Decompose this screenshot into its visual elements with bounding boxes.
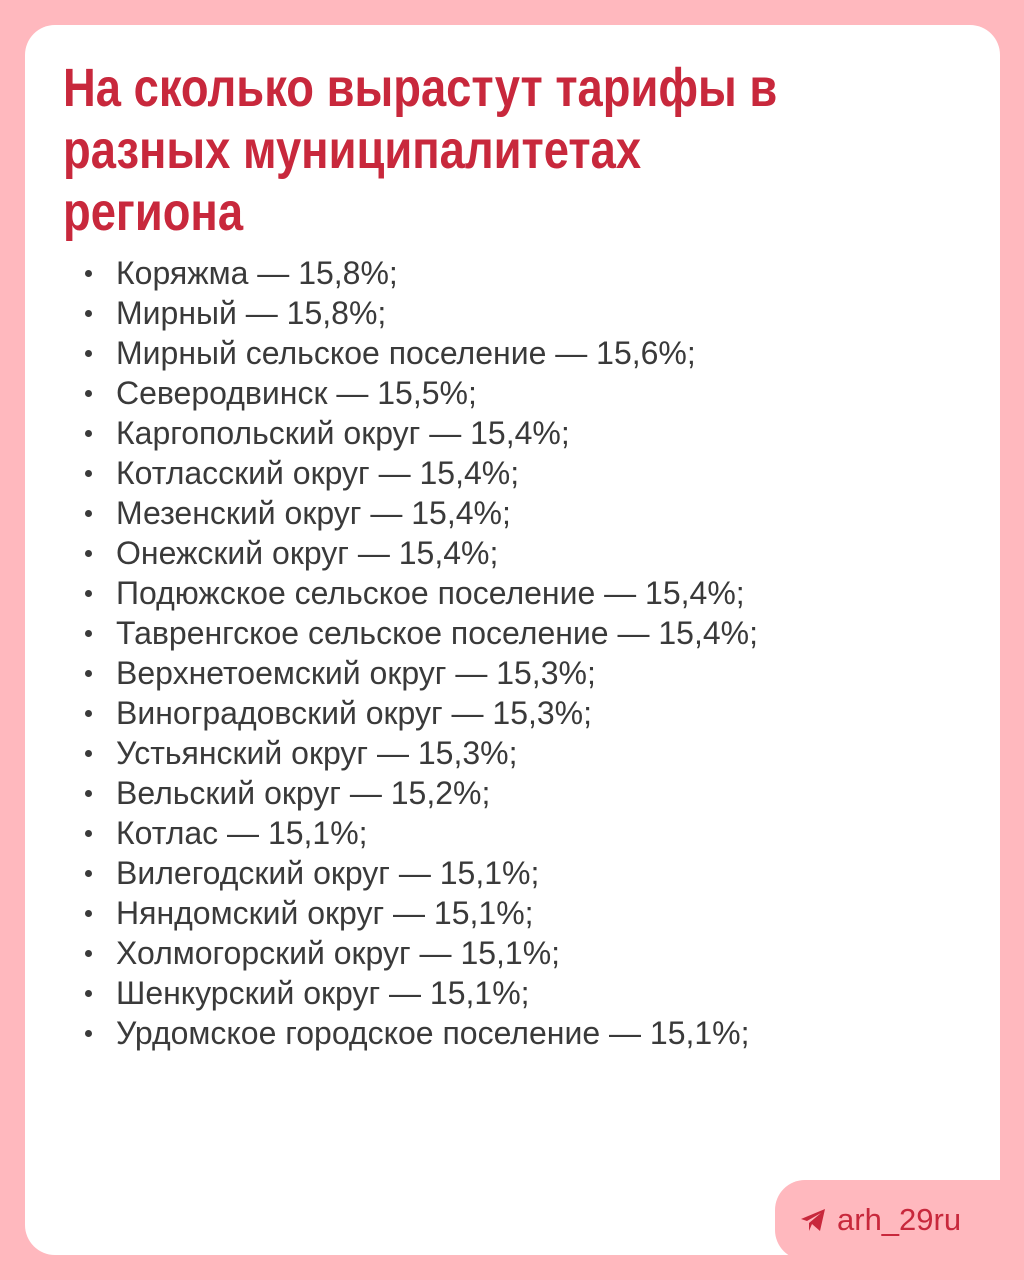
list-item — [83, 693, 758, 733]
list-item-text: Вилегодский округ — 15,1%; — [116, 855, 540, 891]
list-item — [83, 413, 758, 453]
bullet-icon — [85, 1030, 92, 1037]
bullet-icon — [85, 510, 92, 517]
list-item — [83, 653, 758, 693]
list-item-text: Холмогорский округ — 15,1%; — [116, 935, 561, 971]
channel-badge[interactable] — [775, 1180, 1024, 1260]
list-item — [83, 613, 758, 653]
list-item-text: Северодвинск — 15,5%; — [116, 375, 477, 411]
bullet-icon — [85, 790, 92, 797]
bullet-icon — [85, 870, 92, 877]
bullet-icon — [85, 950, 92, 957]
list-item-text: Онежский округ — 15,4%; — [116, 535, 499, 571]
bullet-icon — [85, 350, 92, 357]
tariff-list — [83, 253, 758, 1053]
list-item — [83, 293, 758, 333]
channel-handle: arh_29ru — [837, 1202, 962, 1237]
list-item-text: Вельский округ — 15,2%; — [116, 775, 491, 811]
list-item — [83, 933, 758, 973]
list-item — [83, 573, 758, 613]
list-item-text: Няндомский округ — 15,1%; — [116, 895, 534, 931]
list-item-text: Котласский округ — 15,4%; — [116, 455, 520, 491]
list-item-text: Верхнетоемский округ — 15,3%; — [116, 655, 596, 691]
list-item — [83, 773, 758, 813]
list-item-text: Мирный сельское поселение — 15,6%; — [116, 335, 696, 371]
list-item — [83, 333, 758, 373]
list-item-text: Коряжма — 15,8%; — [116, 255, 398, 291]
list-item — [83, 973, 758, 1013]
page-title: На сколько вырастут тарифы в разных муниципалитетах региона — [63, 58, 778, 242]
list-item-text: Мезенский округ — 15,4%; — [116, 495, 511, 531]
bullet-icon — [85, 710, 92, 717]
list-item — [83, 893, 758, 933]
bullet-icon — [85, 630, 92, 637]
bullet-icon — [85, 390, 92, 397]
list-item — [83, 853, 758, 893]
list-item-text: Устьянский округ — 15,3%; — [116, 735, 518, 771]
list-item-text: Мирный — 15,8%; — [116, 295, 387, 331]
list-item — [83, 373, 758, 413]
bullet-icon — [85, 750, 92, 757]
channel-badge-content — [799, 1200, 961, 1240]
bullet-icon — [85, 990, 92, 997]
list-item-text: Урдомское городское поселение — 15,1%; — [116, 1015, 750, 1051]
bullet-icon — [85, 430, 92, 437]
list-item — [83, 813, 758, 853]
list-item — [83, 1013, 758, 1053]
list-item-text: Каргопольский округ — 15,4%; — [116, 415, 570, 451]
bullet-icon — [85, 270, 92, 277]
bullet-icon — [85, 830, 92, 837]
bullet-icon — [85, 310, 92, 317]
telegram-icon — [799, 1207, 827, 1233]
list-item — [83, 533, 758, 573]
bullet-icon — [85, 670, 92, 677]
content-card — [25, 25, 1000, 1255]
list-item — [83, 453, 758, 493]
list-item-text: Виноградовский округ — 15,3%; — [116, 695, 593, 731]
list-item-text: Тавренгское сельское поселение — 15,4%; — [116, 615, 758, 651]
bullet-icon — [85, 470, 92, 477]
list-item-text: Подюжское сельское поселение — 15,4%; — [116, 575, 745, 611]
bullet-icon — [85, 590, 92, 597]
list-item — [83, 253, 758, 293]
bullet-icon — [85, 550, 92, 557]
list-item-text: Шенкурский округ — 15,1%; — [116, 975, 530, 1011]
bullet-icon — [85, 910, 92, 917]
list-item-text: Котлас — 15,1%; — [116, 815, 368, 851]
list-item — [83, 733, 758, 773]
list-item — [83, 493, 758, 533]
